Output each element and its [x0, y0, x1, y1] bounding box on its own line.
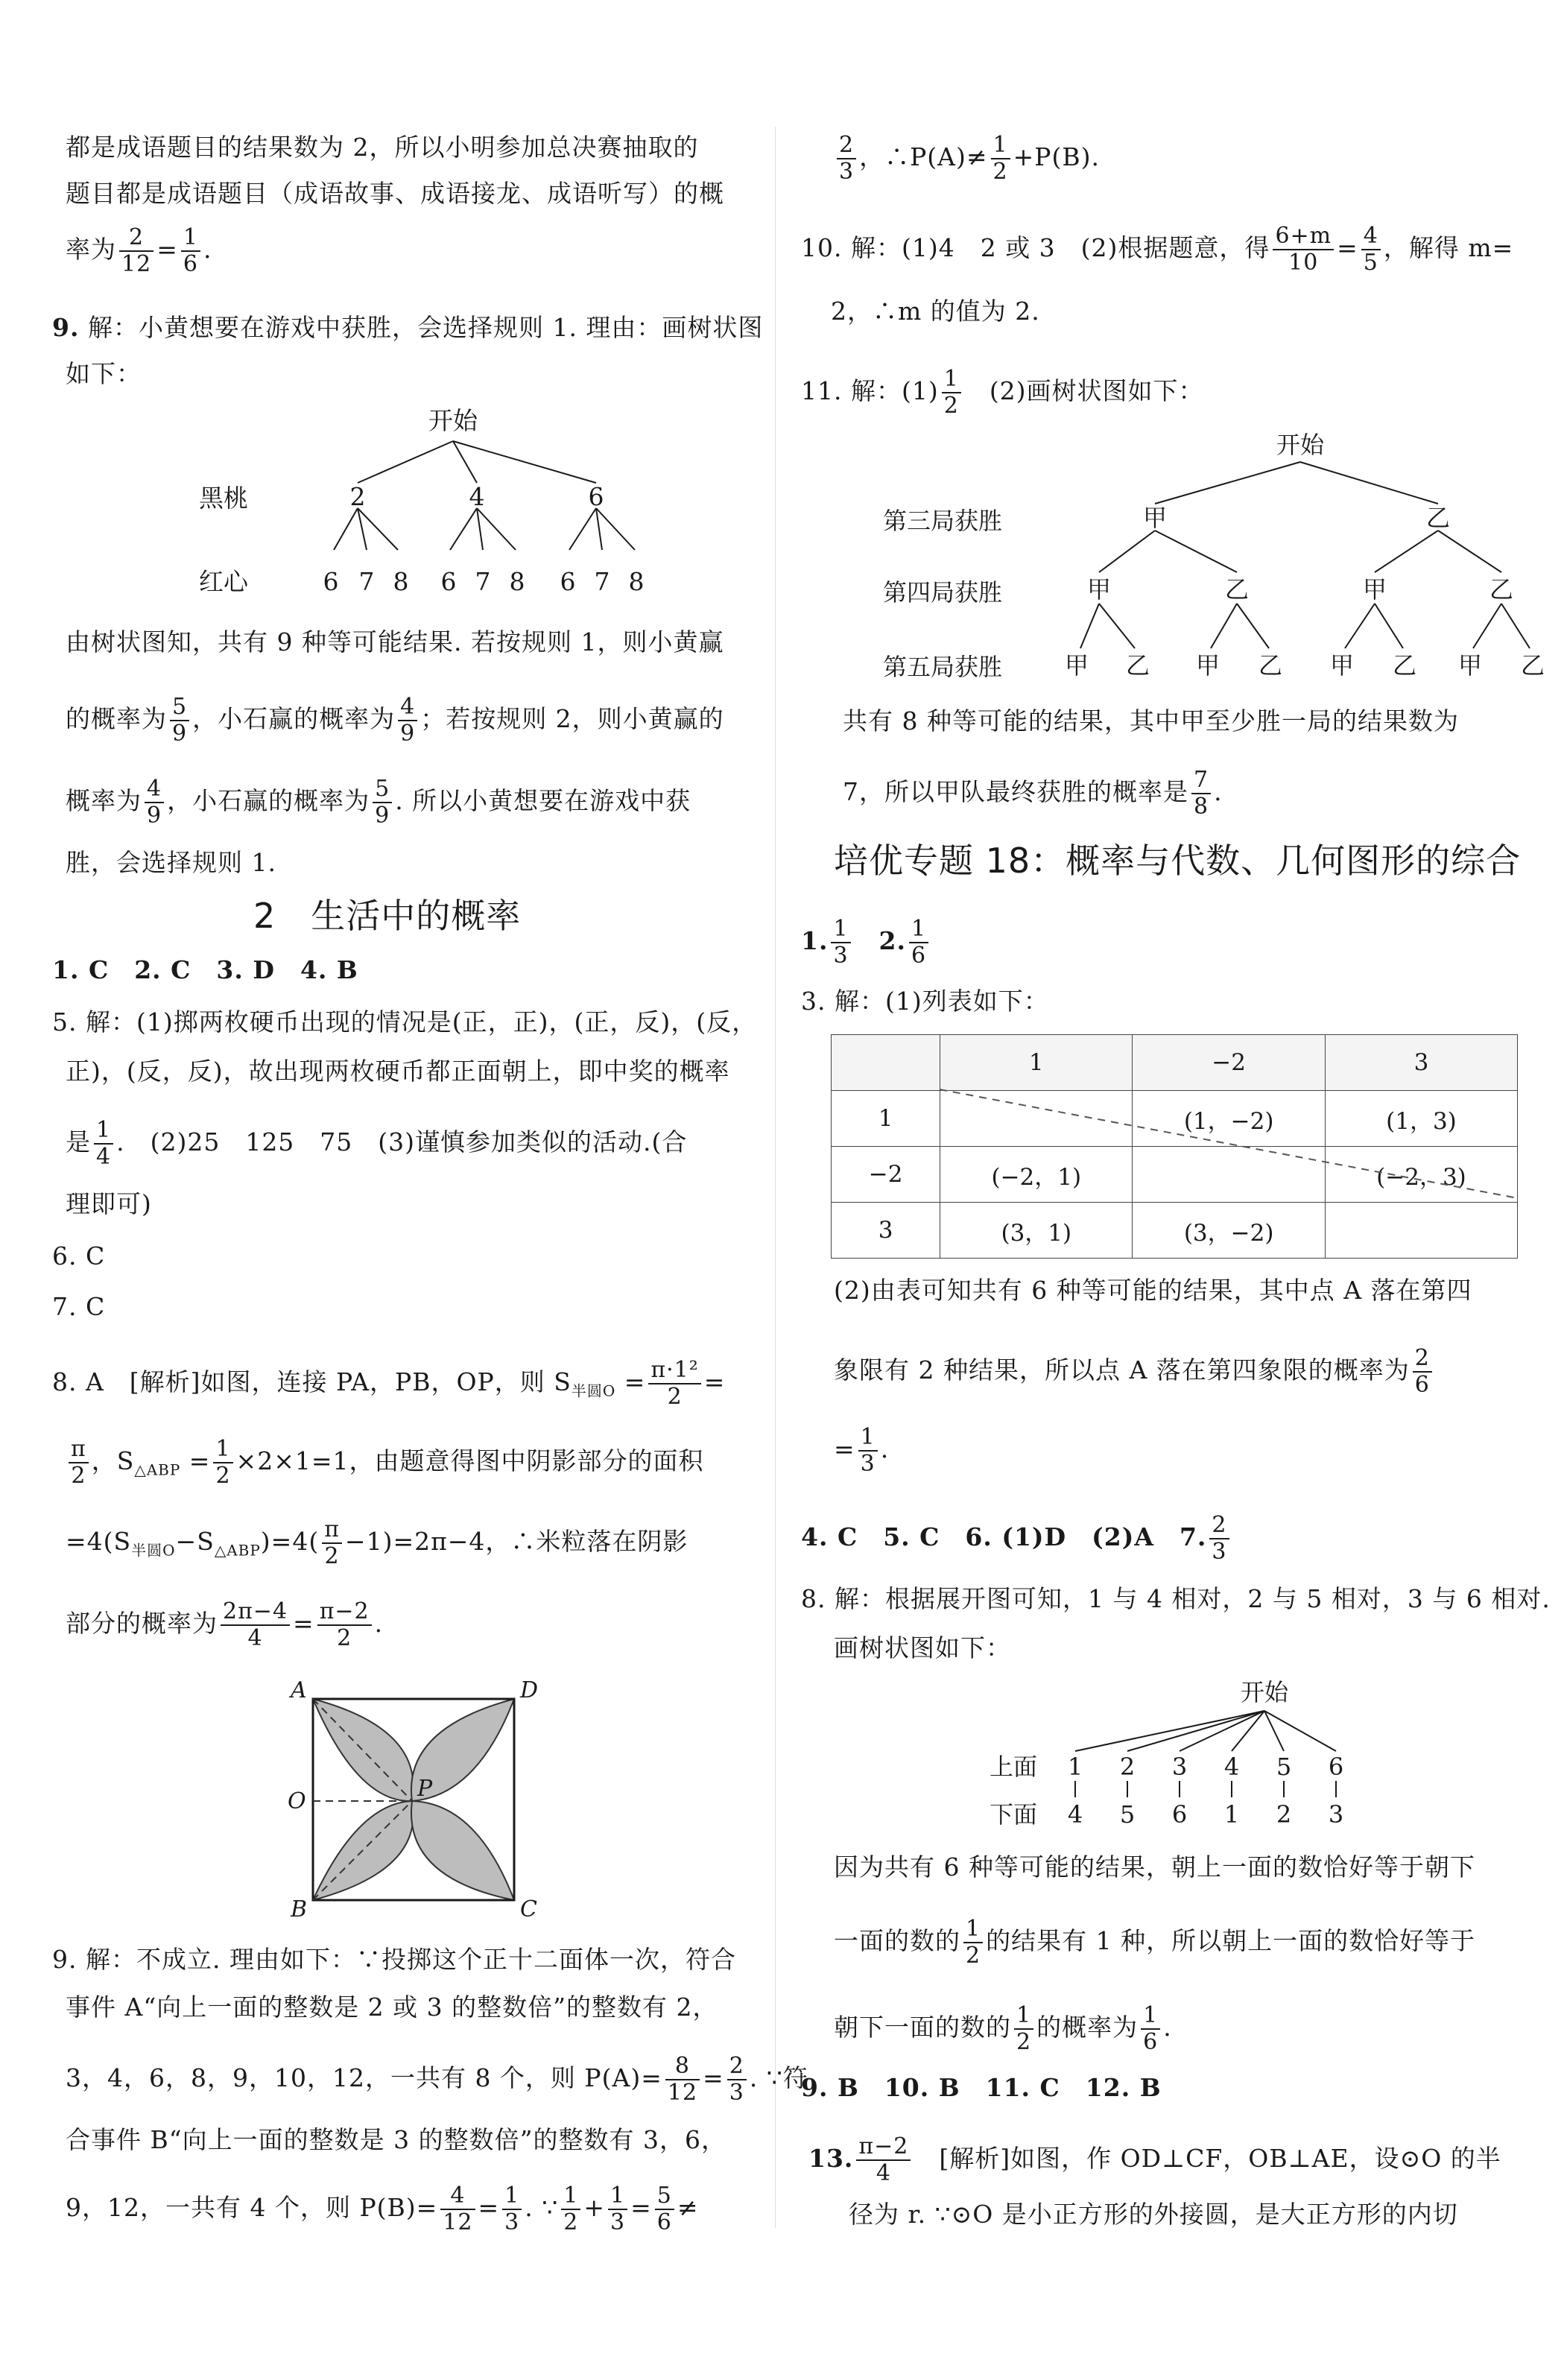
tree-node: 5	[1276, 1753, 1292, 1781]
text-line: = $\frac{1}{3}$ .	[834, 1424, 890, 1477]
point-label: P	[417, 1776, 433, 1802]
text-line: 8. A [解析]如图，连接 PA，PB，OP，则 $S_{半圆O}$ = $\frac{\text{π·1²}}{2}$ =	[52, 1357, 726, 1410]
tree-node: 3	[1171, 1753, 1188, 1781]
text-line: 事件 A“向上一面的整数是 2 或 3 的整数倍”的整数有 2，	[66, 1993, 718, 2022]
fraction: $\frac{1}{3}$	[608, 2183, 627, 2235]
fraction: $\frac{4}{12}$	[440, 2183, 475, 2235]
text-line: 11. 解：(1) $\frac{1}{2}$ (2)画树状图如下：	[801, 366, 1204, 419]
tree-root: 开始	[1276, 431, 1325, 459]
text-line: 共有 8 种等可能的结果，其中甲至少胜一局的结果数为	[843, 706, 1459, 735]
tree-node: 4	[1223, 1753, 1240, 1781]
tree-diagram-3	[980, 1677, 1442, 1841]
text-line: $=4(S_{半圆O}-S_{\triangle ABP})=4$( $\frac{\pi}{2}$ −1)=2π−4，∴米粒落在阴影	[66, 1516, 688, 1569]
fraction: $\frac{7}{8}$	[1191, 768, 1211, 820]
fraction: $\frac{\pi-2}{2}$	[317, 1599, 372, 1651]
text-line: 9. 解：不成立. 理由如下：∵投掷这个正十二面体一次，符合	[52, 1945, 736, 1974]
fraction: $\frac{\pi-2}{4}$	[856, 2134, 911, 2186]
fraction: $\frac{2\pi-4}{4}$	[221, 1599, 290, 1651]
fraction: $\frac{\text{π·1²}}{2}$	[648, 1358, 700, 1410]
fraction: $\frac{1}{2}$	[1014, 2003, 1033, 2055]
fraction: $\frac{1}{6}$	[909, 917, 928, 969]
text-line: 5. 解：(1)掷两枚硬币出现的情况是(正，正)，(正，反)，(反，	[52, 1007, 758, 1036]
table-row	[832, 1203, 1518, 1259]
petal-figure	[283, 1677, 596, 1922]
point-label: D	[520, 1677, 539, 1703]
tree-leaf: 2	[1276, 1800, 1292, 1829]
point-label: A	[291, 1677, 307, 1703]
text-line: 13. $\frac{\pi-2}{4}$ [解析]如图，作 OD⊥CF，OB⊥AE，设⊙O 的半	[808, 2133, 1501, 2186]
fraction: $\frac{5}{9}$	[373, 776, 392, 829]
fraction: $\frac{1}{2}$	[991, 133, 1010, 185]
section-heading: 培优专题 18：概率与代数、几何图形的综合	[834, 841, 1522, 881]
tree-leaf: 5	[1119, 1800, 1136, 1829]
tree-node: 6	[588, 482, 604, 511]
question-9: 9. 解：小黄想要在游戏中获胜，会选择规则 1. 理由：画树状图	[52, 313, 764, 342]
tree-label: 第五局获胜	[882, 653, 1003, 681]
table-cell: −2	[1133, 1035, 1326, 1091]
fraction: $\frac{6+m}{10}$	[1273, 224, 1334, 276]
table-cell: (−2，3)	[1325, 1147, 1517, 1203]
point-label: B	[291, 1896, 308, 1922]
tree-node: 乙	[1489, 575, 1514, 604]
tree-leaf: 1	[1223, 1800, 1240, 1829]
tree-leaf: 甲	[1064, 651, 1089, 680]
text-line: 画树状图如下：	[834, 1633, 1011, 1662]
fraction: $\frac{2}{3}$	[1209, 1513, 1229, 1565]
tree-node: 4	[469, 482, 485, 511]
table-cell	[832, 1035, 940, 1091]
text-line: 都是成语题目的结果数为 2，所以小明参加总决赛抽取的	[66, 133, 699, 162]
fraction: $\frac{2}{3}$	[727, 2054, 747, 2106]
table-cell: −2	[832, 1147, 940, 1203]
fraction: $\frac{1}{3}$	[831, 917, 850, 969]
tree-leaf: 6	[1171, 1800, 1188, 1829]
fraction: $\frac{4}{9}$	[145, 776, 164, 829]
tree-leaf: 6	[560, 567, 576, 596]
tree-label: 上面	[989, 1753, 1038, 1781]
table-diagonal	[940, 1089, 1518, 1198]
table-cell: (1，−2)	[1133, 1091, 1326, 1147]
text-line: 10. 解：(1)4 2 或 3 (2)根据题意，得 $\frac{6+m}{10}$ = $\frac{4}{5}$ ，解得 m=	[801, 223, 1514, 276]
tree-leaf: 7	[594, 567, 610, 596]
tree-diagram-2	[846, 425, 1545, 700]
answer-line: 4. C 5. C 6. (1)D (2)A 7. $\frac{2}{3}$	[801, 1513, 1232, 1565]
tree-leaf: 8	[628, 567, 645, 596]
text-line: 的概率为 $\frac{5}{9}$ ，小石赢的概率为 $\frac{4}{9}$ ；若按规则 2，则小黄赢的	[66, 694, 724, 747]
tree-label: 黑桃	[199, 484, 248, 513]
tree-node: 6	[1328, 1753, 1344, 1781]
text-line: 理即可)	[66, 1189, 152, 1218]
fraction: $\frac{1}{2}$	[213, 1437, 232, 1489]
table-cell: 3	[832, 1203, 940, 1259]
text-line: 概率为 $\frac{4}{9}$ ，小石赢的概率为 $\frac{5}{9}$ . 所以小黄想要在游戏中获	[66, 776, 691, 829]
fraction: $\frac{2}{3}$	[837, 133, 856, 185]
table-cell	[1325, 1203, 1517, 1259]
text-line: 胜，会选择规则 1.	[66, 848, 276, 877]
fraction: $\frac{8}{12}$	[665, 2054, 700, 2106]
fraction: $\frac{1}{6}$	[1141, 2003, 1160, 2055]
tree-leaf: 甲	[1329, 651, 1355, 680]
text-line: 9，12，一共有 4 个，则 P(B)= $\frac{4}{12}$ = $\frac{1}{3}$ . ∵ $\frac{1}{2}$ + $\frac{1}{3}$ = $\frac{5}{6}$ ≠	[66, 2183, 699, 2235]
tree-leaf: 4	[1067, 1800, 1083, 1829]
fraction: $\frac{1}{6}$	[181, 225, 200, 277]
text-line: 3. 解：(1)列表如下：	[801, 987, 1049, 1016]
text-line: 7，所以甲队最终获胜的概率是 $\frac{7}{8}$ .	[843, 767, 1223, 820]
tree-node: 乙	[1224, 575, 1250, 604]
tree-root: 开始	[1240, 1678, 1289, 1706]
fraction: $\frac{1}{3}$	[502, 2183, 522, 2235]
text-line: 正)，(反，反)，故出现两枚硬币都正面朝上，即中奖的概率	[66, 1057, 730, 1086]
text-line: 7. C	[52, 1292, 106, 1321]
point-label: O	[288, 1788, 306, 1814]
tree-leaf: 乙	[1392, 651, 1417, 680]
section-heading: 2 生活中的概率	[253, 896, 522, 936]
tree-leaf: 8	[509, 567, 525, 596]
text-line: 3，4，6，8，9，10，12，一共有 8 个，则 P(A)= $\frac{8}{12}$ = $\frac{2}{3}$ . ∵符	[66, 2053, 808, 2106]
fraction: $\frac{1}{4}$	[94, 1118, 113, 1170]
tree-node: 2	[349, 482, 366, 511]
text-line: 率为 $\frac{2}{12}$ = $\frac{1}{6}$ .	[66, 224, 212, 277]
tree-leaf: 乙	[1125, 651, 1150, 680]
tree-label: 红心	[199, 567, 248, 596]
fraction: $\frac{\pi}{2}$	[69, 1437, 89, 1489]
text-line: 由树状图知，共有 9 种等可能结果. 若按规则 1，则小黄赢	[66, 627, 724, 656]
tree-leaf: 7	[358, 567, 375, 596]
fraction: $\frac{2}{12}$	[119, 225, 153, 277]
text-line: 题目都是成语题目（成语故事、成语接龙、成语听写）的概	[66, 179, 724, 208]
text-line: 2，∴m 的值为 2.	[831, 297, 1040, 326]
text-line: 一面的数的 $\frac{1}{2}$ 的结果有 1 种，所以朝上一面的数恰好等于	[834, 1916, 1476, 1969]
table-cell: (1，3)	[1325, 1091, 1517, 1147]
fraction: $\frac{4}{9}$	[398, 694, 417, 747]
fraction: $\frac{1}{2}$	[942, 367, 961, 419]
text-line: 部分的概率为 $\frac{2\pi-4}{4}$ = $\frac{\pi-2}{2}$ .	[66, 1598, 384, 1651]
fraction: $\frac{2}{6}$	[1413, 1346, 1432, 1398]
text-line: 6. C	[52, 1241, 106, 1270]
answer-line: 1. $\frac{1}{3}$ 2. $\frac{1}{6}$	[801, 917, 931, 969]
tree-leaf: 3	[1328, 1800, 1344, 1829]
tree-leaf: 甲	[1457, 651, 1483, 680]
tree-node: 甲	[1362, 575, 1387, 604]
text-line: $\frac{2}{3}$ ，∴P(A)≠ $\frac{1}{2}$ +P(B).	[834, 133, 1100, 185]
table-cell: 1	[940, 1035, 1133, 1091]
fraction: $\frac{1}{2}$	[963, 1917, 983, 1969]
text-line: 8. 解：根据展开图可知，1 与 4 相对，2 与 5 相对，3 与 6 相对.	[801, 1584, 1551, 1613]
tree-leaf: 乙	[1258, 651, 1283, 680]
table-cell: 3	[1325, 1035, 1517, 1091]
text-line: $\frac{\pi}{2}$ ，$S_{\triangle ABP}$ = $\frac{1}{2}$ ×2×1=1，由题意得图中阴影部分的面积	[66, 1437, 704, 1489]
tree-node: 甲	[1086, 575, 1112, 604]
tree-node: 乙	[1425, 504, 1451, 532]
tree-diagram-1	[179, 402, 715, 626]
fraction: $\frac{1}{2}$	[561, 2183, 580, 2235]
text-line: 径为 r. ∵⊙O 是小正方形的外接圆，是大正方形的内切	[849, 2200, 1458, 2229]
text-line: 朝下一面的数的 $\frac{1}{2}$ 的概率为 $\frac{1}{6}$ .	[834, 2002, 1172, 2055]
tree-leaf: 8	[393, 567, 409, 596]
fraction: $\frac{5}{9}$	[170, 694, 189, 747]
text-line: 合事件 B“向上一面的整数是 3 的整数倍”的整数有 3，6，	[66, 2125, 726, 2154]
text-line: (2)由表可知共有 6 种等可能的结果，其中点 A 落在第四	[834, 1276, 1472, 1305]
fraction: $\frac{4}{5}$	[1361, 224, 1381, 276]
tree-leaf: 6	[440, 567, 457, 596]
text-line: 因为共有 6 种等可能的结果，朝上一面的数恰好等于朝下	[834, 1852, 1475, 1881]
tree-leaf: 6	[323, 567, 339, 596]
point-label: C	[520, 1896, 537, 1922]
fraction: $\frac{\pi}{2}$	[322, 1517, 342, 1569]
tree-leaf: 乙	[1520, 651, 1545, 680]
tree-node: 甲	[1142, 504, 1168, 532]
fraction: $\frac{1}{3}$	[858, 1425, 878, 1477]
tree-label: 下面	[989, 1800, 1038, 1829]
answer-line: 1. C 2. C 3. D 4. B	[52, 955, 358, 984]
text-line: 是 $\frac{1}{4}$ . (2)25 125 75 (3)谨慎参加类似的活动.(合	[66, 1117, 688, 1170]
tree-leaf: 甲	[1195, 651, 1221, 680]
tree-root: 开始	[428, 406, 478, 435]
table-cell: 1	[832, 1091, 940, 1147]
tree-label: 第三局获胜	[882, 507, 1003, 535]
text-line: 如下：	[66, 359, 142, 388]
tree-leaf: 7	[475, 567, 491, 596]
answer-line: 9. B 10. B 11. C 12. B	[801, 2073, 1162, 2102]
table-cell: (−2，1)	[940, 1147, 1133, 1203]
text-line: 象限有 2 种结果，所以点 A 落在第四象限的概率为 $\frac{2}{6}$	[834, 1346, 1435, 1398]
tree-node: 2	[1119, 1753, 1136, 1781]
table-row	[832, 1035, 1518, 1091]
table-cell: (3，1)	[940, 1203, 1133, 1259]
column-divider	[775, 127, 776, 2228]
tree-node: 1	[1067, 1753, 1083, 1781]
tree-label: 第四局获胜	[882, 578, 1003, 607]
fraction: $\frac{5}{6}$	[655, 2183, 674, 2235]
table-cell: (3，−2)	[1133, 1203, 1326, 1259]
